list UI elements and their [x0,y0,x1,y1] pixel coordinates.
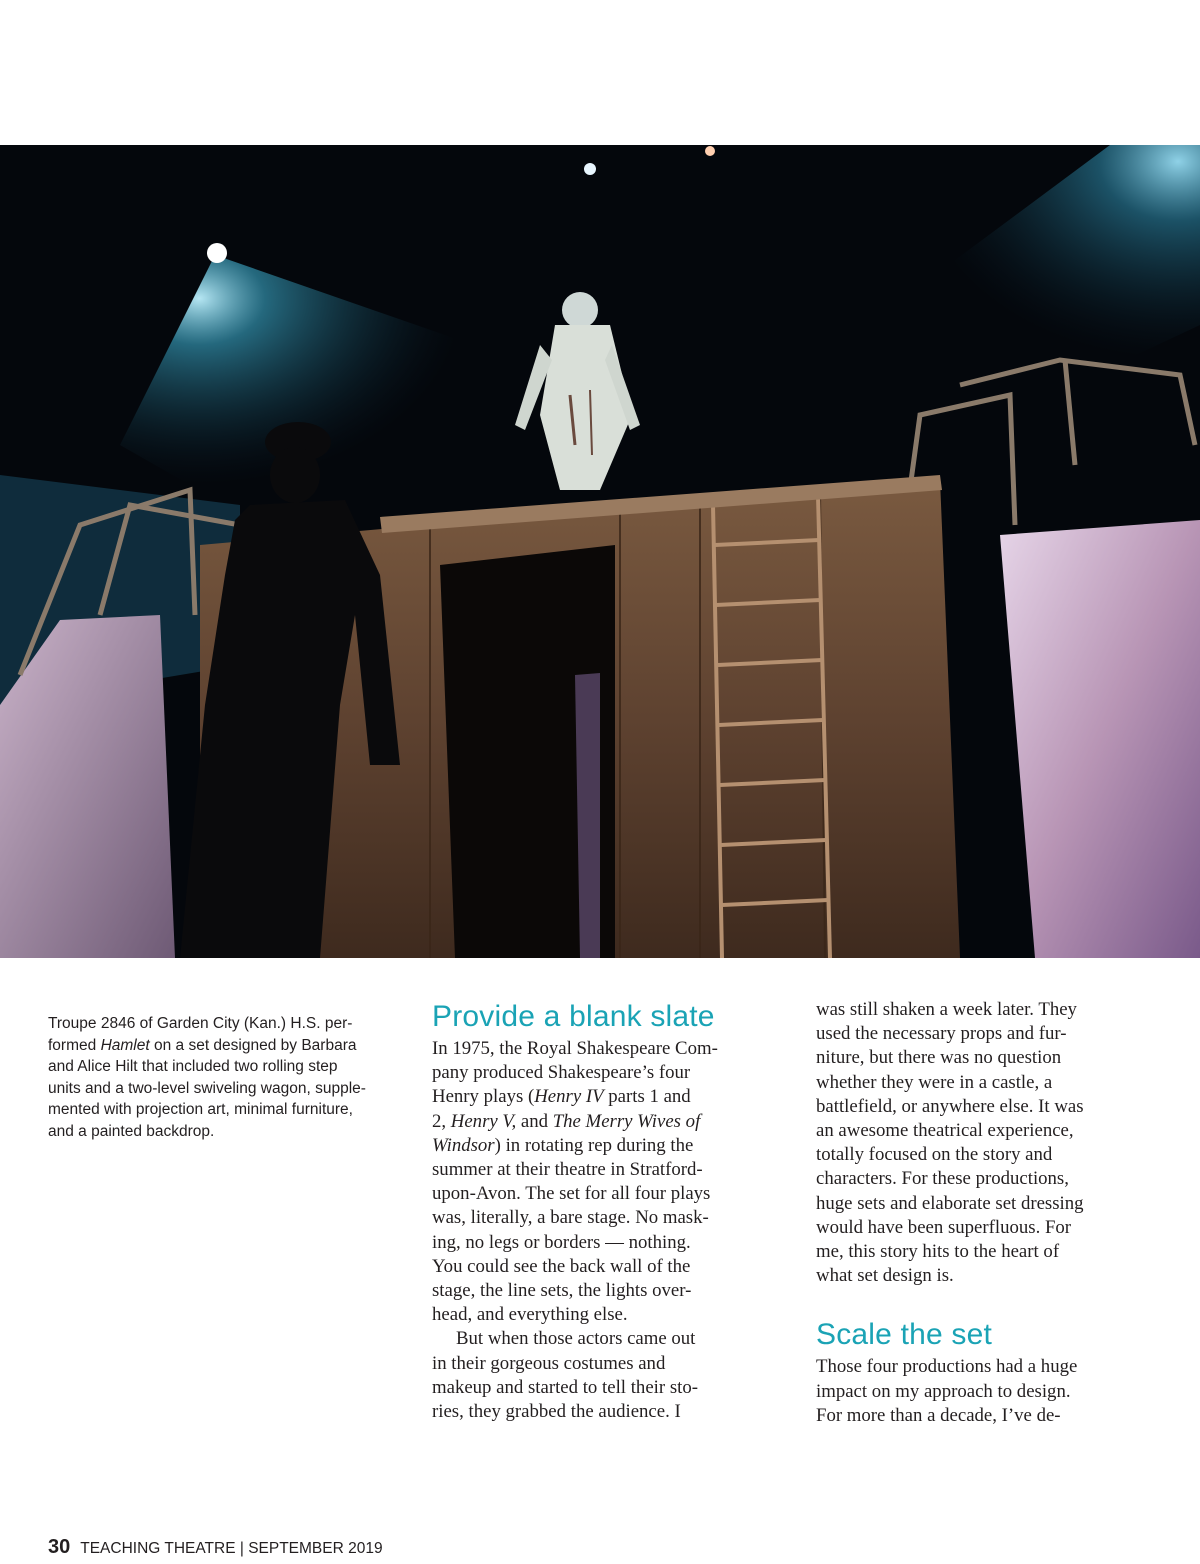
text-line: In 1975, the Royal Shakespeare Com- [432,1038,718,1059]
photo-caption [48,1013,378,1142]
text-line: an awesome theatrical experience, [816,1120,1074,1142]
section-body-continued [816,998,1146,1288]
article-column-right [816,998,1146,1428]
text-line: what set design is. [816,1265,954,1287]
text-line: whether they were in a castle, a [816,1071,1053,1093]
text-line: was still shaken a week later. They [816,999,1077,1020]
text-line: ries, they grabbed the audience. I [432,1401,681,1423]
text-line: niture, but there was no question [816,1047,1062,1069]
section-heading-scale-the-set: Scale the set [816,1318,993,1352]
caption-line: mented with projection art, minimal furniture, [48,1101,353,1118]
stage-photo-icon [0,145,1200,958]
text-line [432,1085,762,1109]
play-title: Windsor [432,1134,495,1156]
text-line: me, this story hits to the heart of [816,1241,1060,1263]
text-span: and [516,1110,553,1132]
play-title: Henry V, [450,1110,517,1132]
text-line: ing, no legs or borders — nothing. [432,1231,691,1253]
article-column-middle [432,998,762,1424]
caption-line [48,1035,378,1057]
caption-text: formed [48,1036,101,1054]
paragraph [816,1355,1146,1428]
text-span: ) in rotating rep during the [494,1134,694,1156]
section-heading-blank-slate: Provide a blank slate [432,1000,715,1033]
section-body-scale-the-set [816,1355,1146,1428]
text-line: makeup and started to tell their sto- [432,1376,698,1398]
text-line: head, and everything else. [432,1304,628,1326]
text-line: huge sets and elaborate set dressing [816,1192,1084,1214]
paragraph [432,1327,762,1424]
text-line: pany produced Shakespeare’s four [432,1062,691,1084]
text-line: stage, the line sets, the lights over- [432,1280,692,1302]
text-span: 2, [432,1110,451,1132]
text-line: totally focused on the story and [816,1144,1053,1166]
text-line: Those four productions had a huge [816,1356,1078,1378]
paragraph [816,998,1146,1288]
publication-info: TEACHING THEATRE | SEPTEMBER 2019 [80,1540,383,1557]
text-line: summer at their theatre in Stratford- [432,1159,703,1181]
page-footer [48,1536,383,1559]
play-title: The Merry Wives of [552,1110,701,1132]
text-line [432,1110,762,1134]
text-line: used the necessary props and fur- [816,1023,1067,1045]
text-line [432,1134,762,1158]
text-span: parts 1 and [603,1086,691,1108]
text-line: would have been superfluous. For [816,1216,1072,1238]
paragraph [432,1037,762,1327]
text-line: characters. For these productions, [816,1168,1069,1190]
text-line: impact on my approach to design. [816,1380,1071,1402]
text-line: battlefield, or anywhere else. It was [816,1095,1084,1117]
text-line: You could see the back wall of the [432,1255,691,1277]
caption-line: units and a two-level swiveling wagon, supple- [48,1079,366,1097]
section-body-blank-slate [432,1037,762,1424]
caption-play-title: Hamlet [100,1036,150,1054]
caption-line: and Alice Hilt that included two rolling step [48,1058,338,1075]
text-line: was, literally, a bare stage. No mask- [432,1207,709,1229]
text-line: in their gorgeous costumes and [432,1352,666,1374]
caption-line: and a painted backdrop. [48,1122,215,1140]
caption-text: on a set designed by Barbara [149,1036,357,1054]
text-line: upon-Avon. The set for all four plays [432,1183,711,1205]
text-span: Henry plays ( [432,1086,535,1108]
text-line: But when those actors came out [456,1328,696,1350]
text-line: For more than a decade, I’ve de- [816,1404,1061,1426]
play-title: Henry IV [534,1086,604,1108]
stage-photo [0,145,1200,958]
caption-line: Troupe 2846 of Garden City (Kan.) H.S. per- [48,1015,353,1032]
page-number: 30 [48,1536,71,1558]
